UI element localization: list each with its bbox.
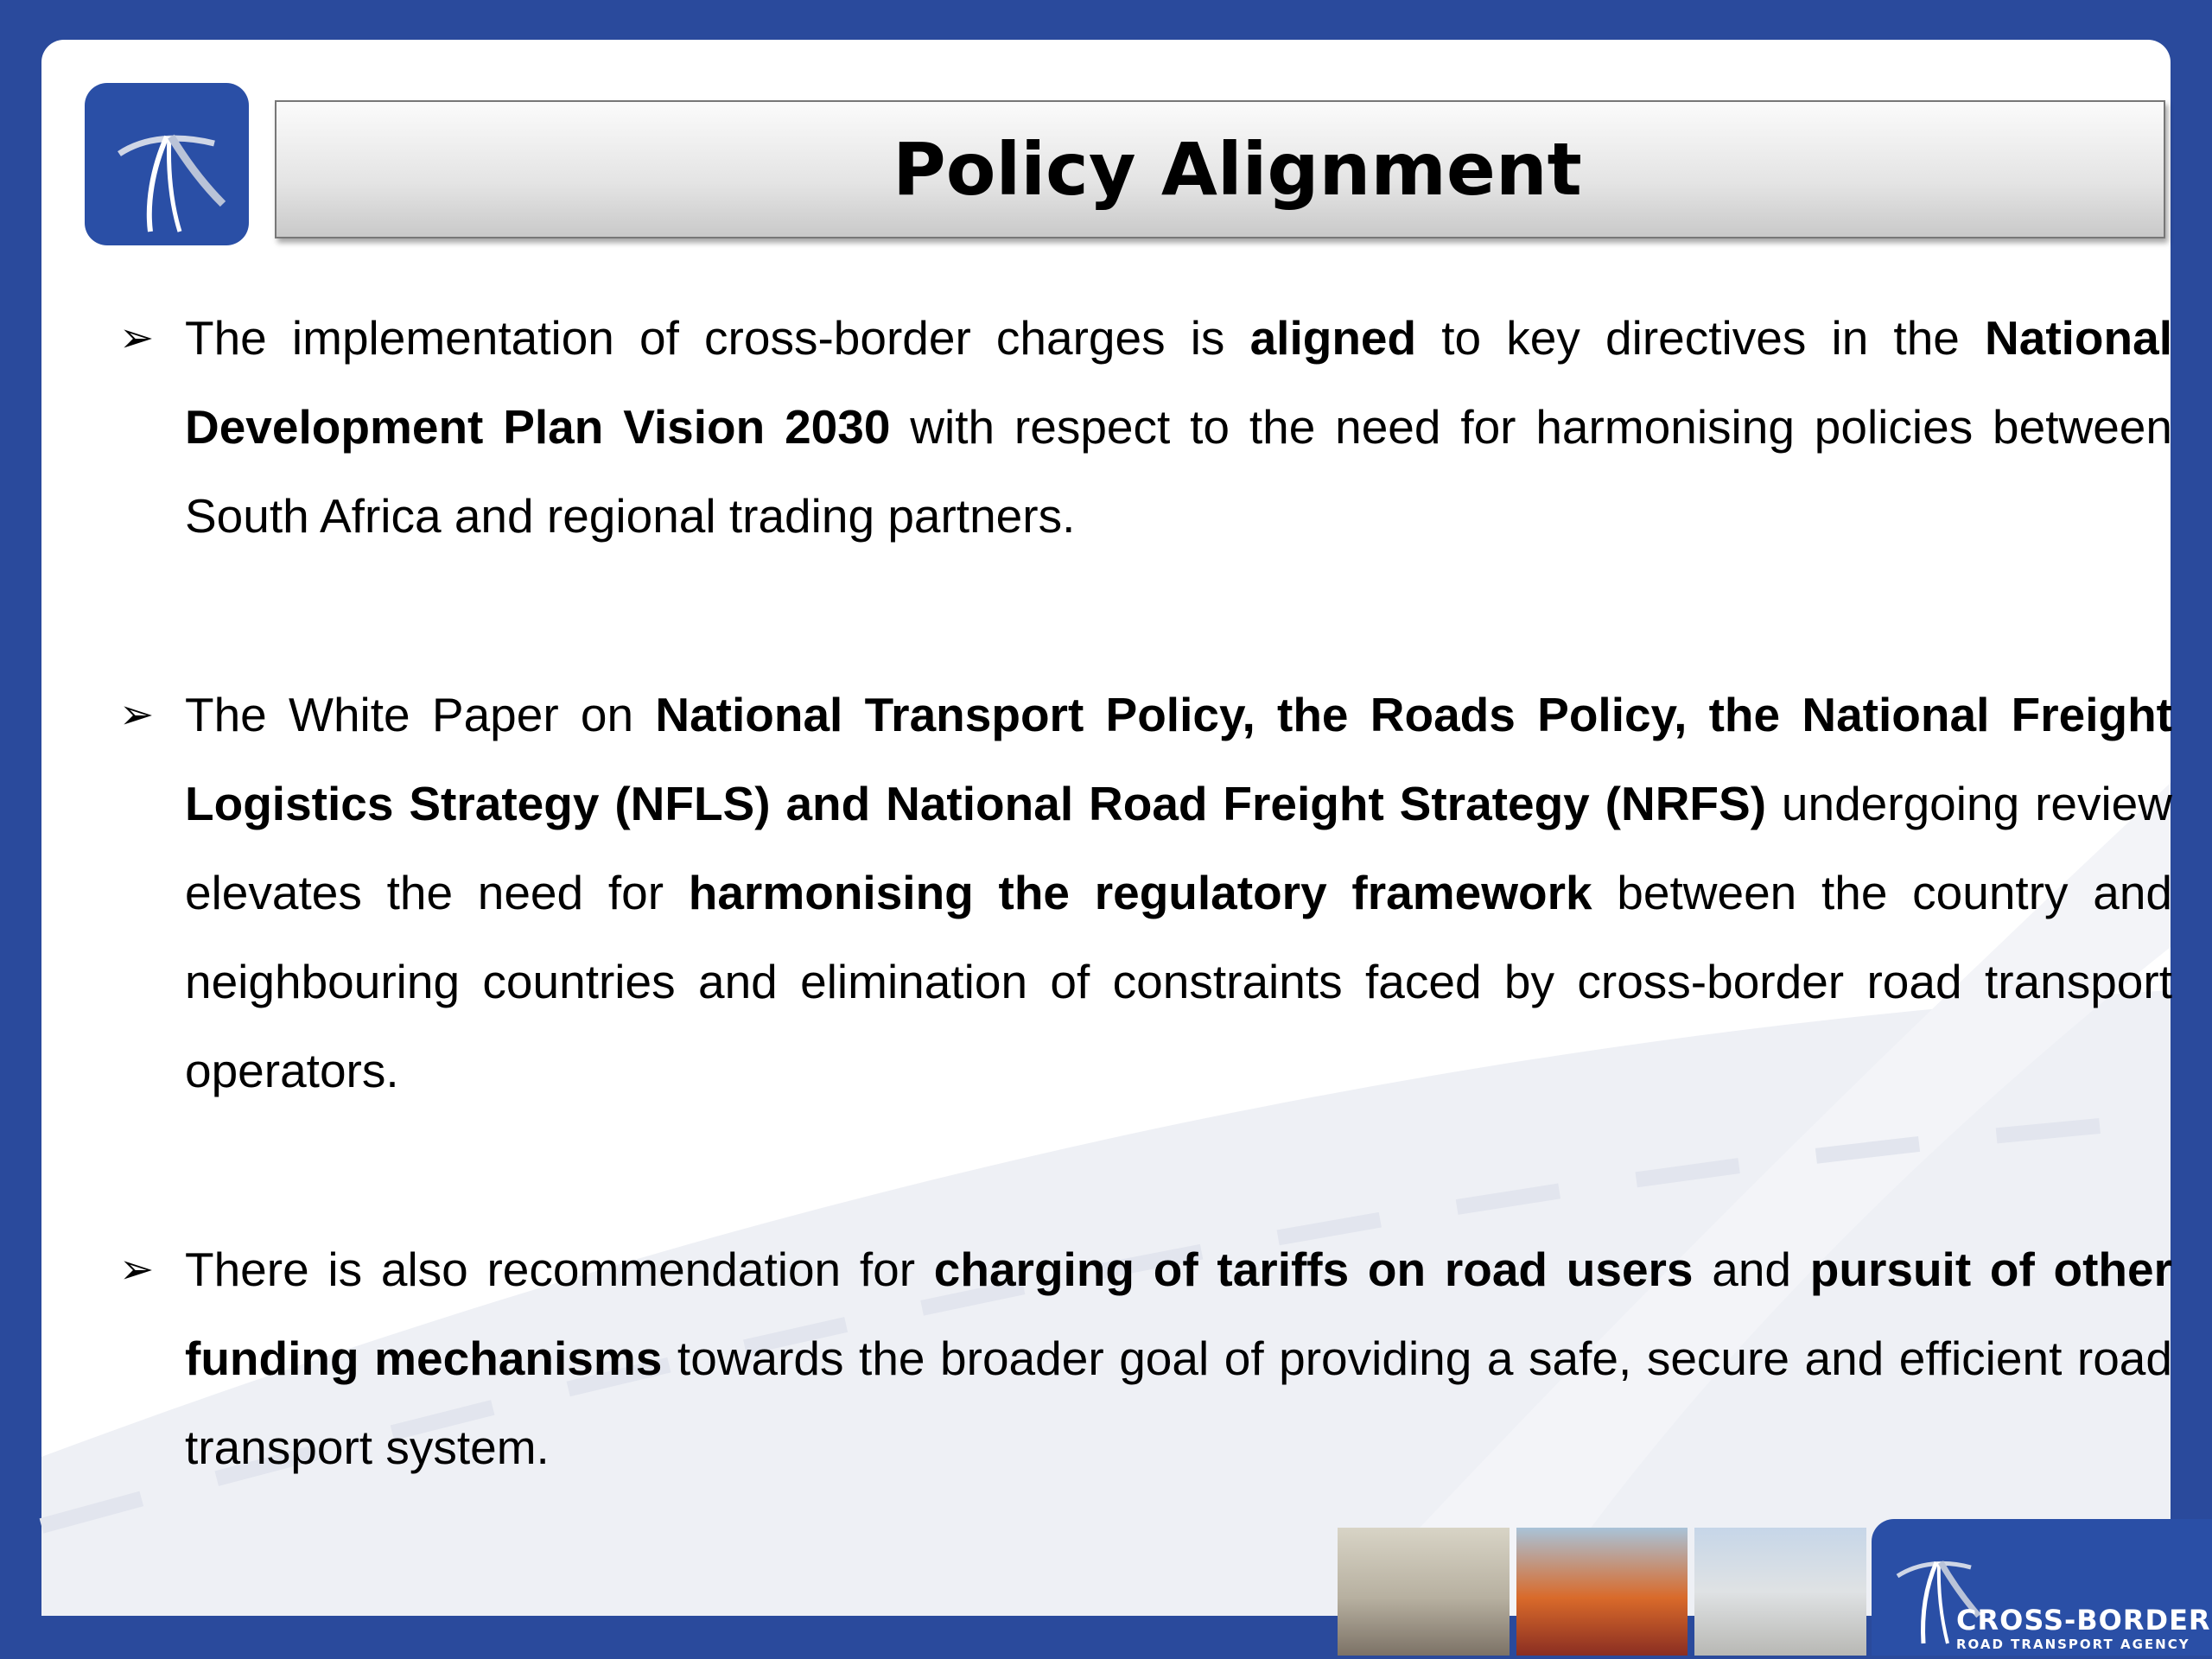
bullet-text-segment: with respect to the need for harmonising policies between South Africa and regional trading partners. (185, 400, 2172, 543)
bullet-text-bold: aligned (1249, 311, 1417, 365)
help-desk-photo (1338, 1528, 1510, 1656)
bullet-text-segment: undergoing review elevates the need for (185, 777, 2172, 919)
agency-subtitle: ROAD TRANSPORT AGENCY (1956, 1637, 2190, 1652)
bullet-text-segment: There is also recommendation for (185, 1243, 934, 1296)
logo-tile (85, 83, 249, 245)
page-title: Policy Alignment (893, 127, 1582, 212)
arrow-bullet-icon: ➢ (119, 692, 155, 738)
bullet-text-bold: harmonising the regulatory framework (688, 866, 1592, 919)
agency-name: CROSS-BORDER (1956, 1604, 2211, 1637)
bullet-text-segment: and (1693, 1243, 1810, 1296)
bullet-text-bold: National Transport Policy, the Roads Policy, the National Freight Logistics Strategy (NFLS) and National Road Freight Strategy (NRFS) (185, 688, 2172, 830)
agency-logo (1872, 1519, 2212, 1656)
arrow-bullet-icon: ➢ (119, 1247, 155, 1293)
bullet-text-segment: The implementation of cross-border charges is (185, 311, 1250, 365)
bullet-text-segment: towards the broader goal of providing a safe, secure and efficient road transport system. (185, 1332, 2172, 1474)
bullet-text (185, 671, 2172, 1116)
bullet-text-segment: between the country and neighbouring countries and elimination of constraints faced by cross-border road transport operators. (185, 866, 2172, 1097)
content-panel (41, 40, 2211, 1652)
bullet-item (119, 1225, 2172, 1492)
bullet-text-segment: The White Paper on (185, 688, 656, 741)
bullet-text-bold: charging of tariffs on road users (933, 1243, 1694, 1296)
road-logo-icon (85, 83, 249, 245)
bullet-text (185, 1225, 2172, 1492)
title-bar (275, 100, 2165, 238)
bullet-text-segment: to key directives in the (1416, 311, 1986, 365)
traffic-officer-photo (1516, 1528, 1688, 1656)
bullet-item (119, 294, 2172, 561)
bullet-item (119, 671, 2172, 1116)
bullet-text-bold: pursuit of other funding mechanisms (185, 1243, 2173, 1385)
arrow-bullet-icon: ➢ (119, 315, 155, 361)
bullet-text (185, 294, 2172, 561)
photo-strip (1338, 1528, 1866, 1656)
border-post-photo (1694, 1528, 1866, 1656)
bullet-text-bold: National Development Plan Vision 2030 (185, 311, 2172, 454)
